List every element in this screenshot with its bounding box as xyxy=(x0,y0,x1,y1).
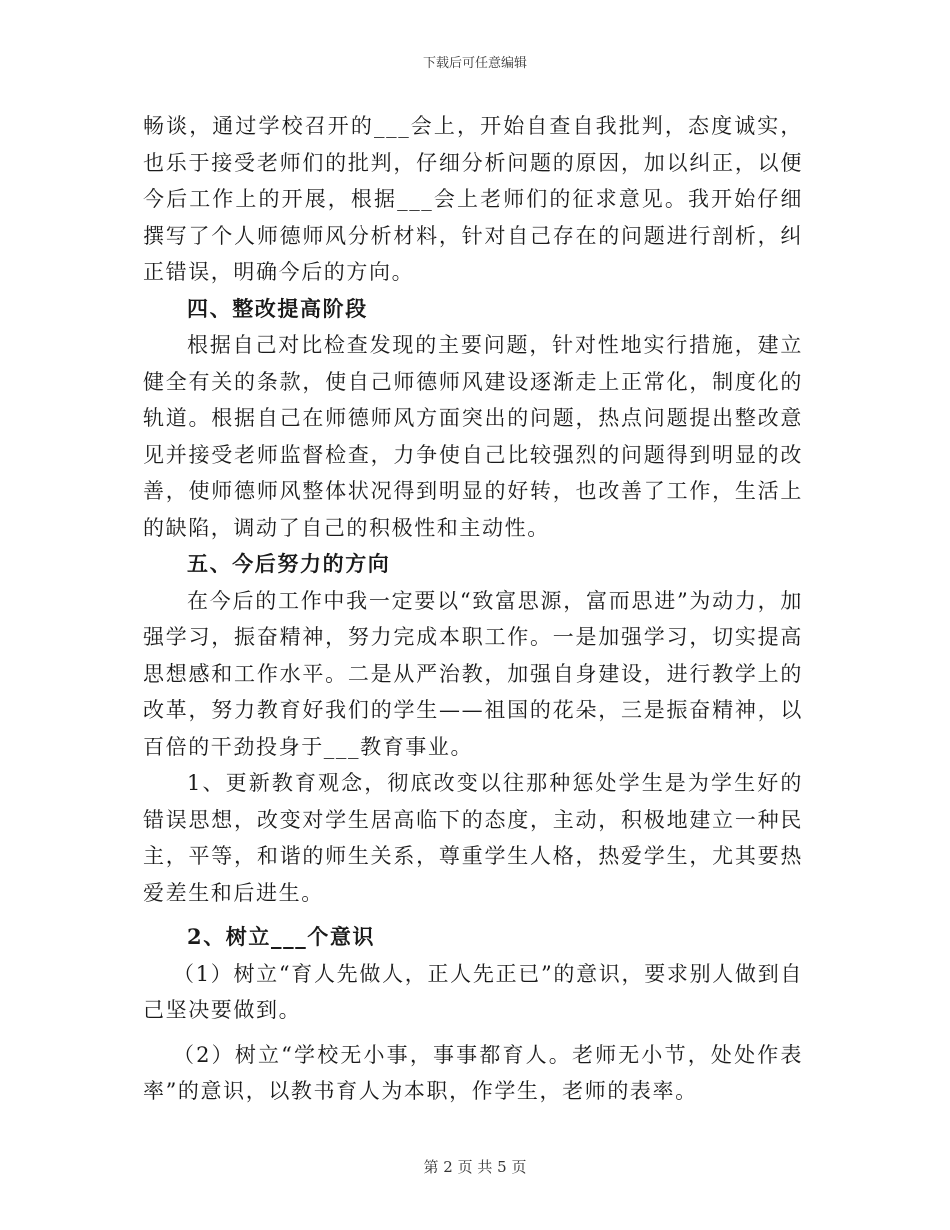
paragraph-rectification: 根据自己对比检查发现的主要问题，针对性地实行措施，建立健全有关的条款，使自己师德师风建设逐渐走上正常化，制度化的轨道。根据自己在师德师风方面突出的问题，热点问题提出整改意见并接受老师监督检查，力争使自己比较强烈的问题得到明显的改善，使师德师风整体状况得到明显的好转，也改善了工作，生活上的缺陷，调动了自己的积极性和主动性。 xyxy=(143,333,803,540)
heading-rectification-stage: 四、整改提高阶段 xyxy=(187,295,368,321)
paragraph-future-direction: 在今后的工作中我一定要以“致富思源，富而思进”为动力，加强学习，振奋精神，努力完成本职工作。一是加强学习，切实提高思想感和工作水平。二是从严治教，加强自身建设，进行教学上的改革，努力教育好我们的学生——祖国的花朵，三是振奋精神，以百倍的干劲投身于___教育事业。 xyxy=(143,588,803,759)
paragraph-awareness-2: （2）树立“学校无小事，事事都育人。老师无小节，处处作表率”的意识，以教书育人为本职，作学生，老师的表率。 xyxy=(143,1042,803,1103)
paragraph-update-concepts: 1、更新教育观念，彻底改变以往那种惩处学生是为学生好的错误思想，改变对学生居高临下的态度，主动，积极地建立一种民主，平等，和谐的师生关系，尊重学生人格，热爱学生，尤其要热爱差生和后进生。 xyxy=(143,771,803,905)
page-header: 下载后可任意编辑 xyxy=(422,56,527,71)
page-footer: 第 2 页 共 5 页 xyxy=(423,1158,527,1176)
heading-future-direction: 五、今后努力的方向 xyxy=(187,551,391,576)
document-body xyxy=(143,108,803,1110)
heading-establish-awareness: 2、树立___个意识 xyxy=(187,924,376,949)
paragraph-self-review: 畅谈，通过学校召开的___会上，开始自查自我批判，态度诚实，也乐于接受老师们的批判，仔细分析问题的原因，加以纠正，以便今后工作上的开展，根据___会上老师们的征求意见。我开始仔细撰写了个人师德师风分析材料，针对自己存在的问题进行剖析，纠正错误，明确今后的方向。 xyxy=(143,114,803,284)
paragraph-awareness-1: （1）树立“育人先做人，正人先正已”的意识，要求别人做到自己坚决要做到。 xyxy=(143,961,803,1022)
